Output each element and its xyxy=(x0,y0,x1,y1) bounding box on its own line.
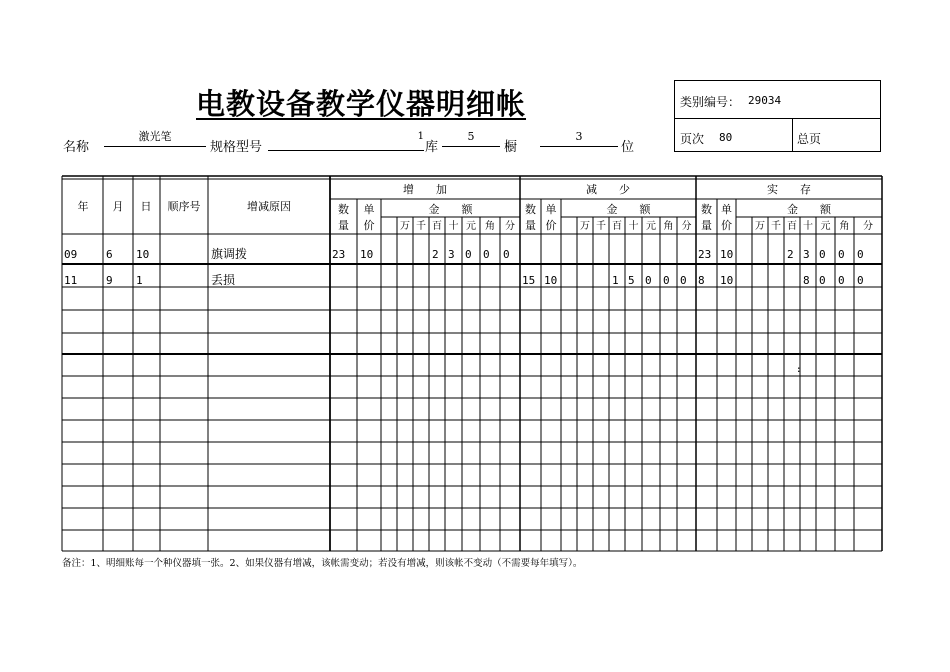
total-pages-label: 总页 xyxy=(797,132,822,146)
header-digit: 万 xyxy=(755,221,765,232)
cell-digit: 3 xyxy=(448,248,455,261)
category-value: 29034 xyxy=(748,94,782,107)
cell-reason: 丢损 xyxy=(211,273,236,287)
page-label: 页次 xyxy=(680,132,705,146)
cell-digit: 0 xyxy=(465,248,472,261)
header-qty: 数 xyxy=(338,203,349,216)
cell-digit: 3 xyxy=(803,248,810,261)
header-digit: 角 xyxy=(839,221,850,232)
category-label: 类别编号： xyxy=(680,95,741,109)
cell-qty: 23 xyxy=(698,248,712,261)
spec-value: 1 xyxy=(268,134,424,151)
header-price: 单 xyxy=(363,203,375,216)
cell-price: 10 xyxy=(360,248,374,261)
cell-digit: 0 xyxy=(645,274,652,287)
header-digit: 千 xyxy=(416,221,426,232)
page-title: 电教设备教学仪器明细帐 xyxy=(196,87,527,121)
cell-digit: 0 xyxy=(838,248,845,261)
header-digit: 分 xyxy=(505,221,515,232)
warehouse-label: 库 xyxy=(425,140,439,155)
header-seq: 顺序号 xyxy=(167,200,201,213)
header-qty: 量 xyxy=(701,219,712,232)
header-digit: 千 xyxy=(596,221,606,232)
header-digit: 十 xyxy=(448,221,459,232)
header-digit: 分 xyxy=(863,221,873,232)
header-digit: 百 xyxy=(612,221,622,232)
header-inc: 增 加 xyxy=(403,183,447,196)
cell-digit: 0 xyxy=(819,274,826,287)
cell-year: 11 xyxy=(64,274,78,287)
header-digit: 十 xyxy=(628,221,639,232)
header-bal: 实 存 xyxy=(767,183,811,196)
header-price: 价 xyxy=(721,219,732,232)
cell-day: 1 xyxy=(136,274,143,287)
cabinet-value: 3 xyxy=(540,130,618,147)
cell-digit: 2 xyxy=(432,248,439,261)
header-amount: 金 额 xyxy=(787,203,831,216)
header-year: 年 xyxy=(77,200,89,213)
spec-label: 规格型号 xyxy=(210,140,263,155)
name-label: 名称 xyxy=(63,140,90,155)
cell-reason: 旗调拨 xyxy=(211,247,248,261)
header-digit: 万 xyxy=(580,221,590,232)
stray-mark: : xyxy=(796,365,802,375)
cell-digit: 0 xyxy=(503,248,510,261)
header-qty: 数 xyxy=(701,203,712,216)
position-label: 位 xyxy=(621,140,635,155)
cell-digit: 0 xyxy=(663,274,670,287)
cell-digit: 5 xyxy=(628,274,635,287)
cell-digit: 0 xyxy=(838,274,845,287)
header-digit: 角 xyxy=(485,221,495,232)
header-price: 单 xyxy=(721,203,732,216)
cell-year: 09 xyxy=(64,248,78,261)
cell-price: 10 xyxy=(720,248,734,261)
header-dec: 减 少 xyxy=(586,183,630,196)
cell-digit: 0 xyxy=(680,274,687,287)
header-digit: 百 xyxy=(432,221,442,232)
header-digit: 元 xyxy=(820,221,831,232)
header-price: 单 xyxy=(545,203,557,216)
header-digit: 元 xyxy=(646,221,656,232)
footnote: 备注：1、明细账每一个种仪器填一张。2、如果仪器有增减，该帐需变动；若没有增减，则该帐不变动（不需要每年填写）。 xyxy=(62,558,583,569)
cell-day: 10 xyxy=(136,248,150,261)
name-value: 激光笔 xyxy=(104,130,206,147)
cell-digit: 1 xyxy=(612,274,619,287)
header-amount: 金 额 xyxy=(428,203,473,216)
cell-qty: 23 xyxy=(332,248,346,261)
header-price: 价 xyxy=(545,219,557,232)
header-price: 价 xyxy=(363,219,375,232)
cell-price: 10 xyxy=(544,274,558,287)
header-month: 月 xyxy=(112,200,124,213)
cell-qty: 15 xyxy=(522,274,536,287)
header-digit: 千 xyxy=(771,221,781,232)
cell-digit: 0 xyxy=(857,248,864,261)
cell-price: 10 xyxy=(720,274,734,287)
cell-month: 6 xyxy=(106,248,113,261)
cell-month: 9 xyxy=(106,274,113,287)
header-digit: 元 xyxy=(466,221,476,232)
warehouse-value: 5 xyxy=(442,130,500,147)
cell-digit: 0 xyxy=(857,274,864,287)
header-digit: 分 xyxy=(681,221,692,232)
cell-digit: 0 xyxy=(819,248,826,261)
header-digit: 百 xyxy=(787,221,797,232)
cell-digit: 0 xyxy=(483,248,490,261)
header-qty: 数 xyxy=(525,203,536,216)
page-value: 80 xyxy=(719,131,733,144)
cell-digit: 2 xyxy=(787,248,794,261)
cabinet-label: 橱 xyxy=(504,140,518,155)
cell-digit: 8 xyxy=(803,274,810,287)
header-digit: 万 xyxy=(400,221,410,232)
header-qty: 量 xyxy=(338,219,349,232)
header-qty: 量 xyxy=(525,219,536,232)
header-amount: 金 额 xyxy=(606,203,651,216)
header-reason: 增减原因 xyxy=(247,200,291,213)
header-digit: 十 xyxy=(803,221,813,232)
header-day: 日 xyxy=(140,200,152,213)
header-digit: 角 xyxy=(663,221,674,232)
cell-qty: 8 xyxy=(698,274,705,287)
